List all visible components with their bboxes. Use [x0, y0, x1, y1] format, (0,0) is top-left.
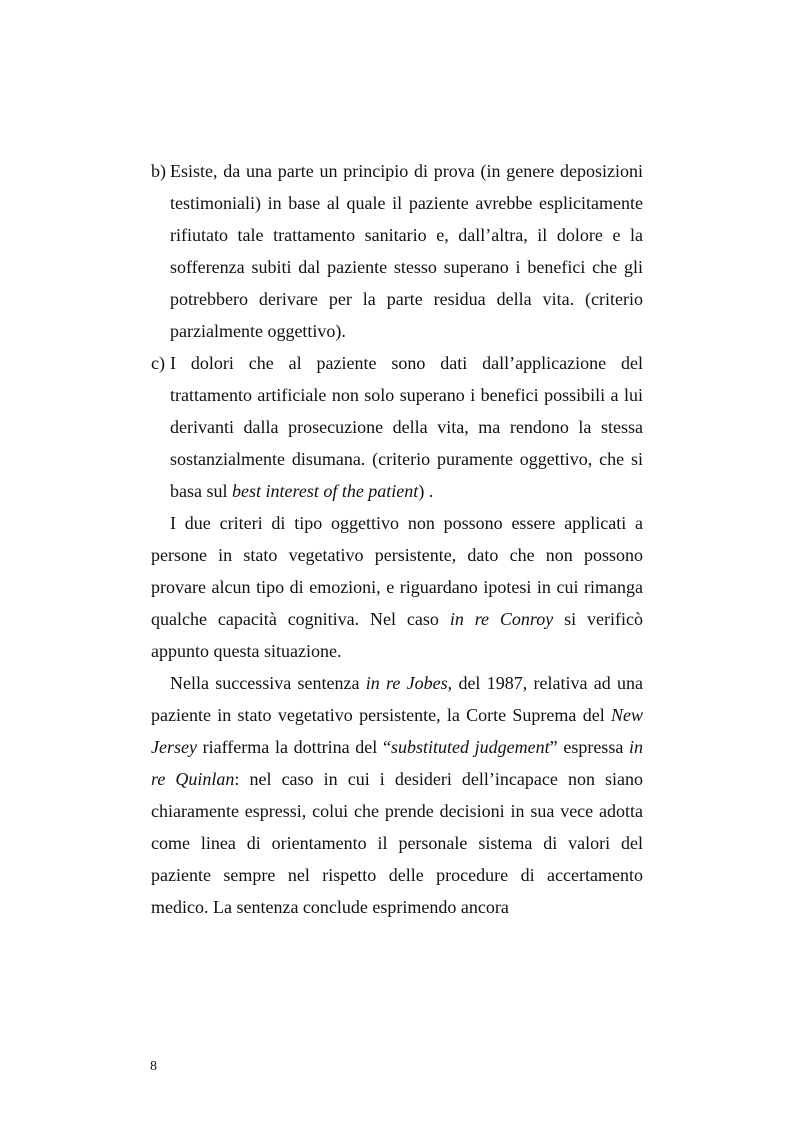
paragraph-objective-criteria: [151, 507, 643, 667]
list-item-c: [151, 347, 643, 507]
paragraph-2-part-2: , del 1987, relativa ad una paziente in stato vegetativo persistente, la Corte Suprema del: [151, 673, 644, 725]
paragraph-2-part-3: riafferma la dottrina del “: [196, 737, 391, 757]
italic-in-re-jobes: in re Jobes: [365, 673, 448, 693]
italic-substituted-judgement: substituted judgement: [390, 737, 550, 757]
list-text-c-part-1: I dolori che al paziente sono dati dall’applicazione del trattamento artificiale non solo superano i benefici possibili a lui derivanti dalla prosecuzione della vita, ma rendono la stessa sostanzialmente disumana. (criterio puramente oggettivo, che si basa sul: [170, 353, 643, 501]
paragraph-2-part-4: ” espressa: [549, 737, 629, 757]
paragraph-2-part-1: Nella successiva sentenza: [170, 673, 366, 693]
italic-in-re-conroy: in re Conroy: [449, 609, 554, 629]
list-label-c: c): [151, 353, 165, 373]
paragraph-in-re-jobes: [151, 667, 643, 923]
paragraph-1-part-2: si verificò appunto questa situazione.: [151, 609, 643, 661]
italic-in-re-quinlan: in re Quinlan: [151, 737, 644, 789]
italic-new-jersey: New Jersey: [151, 705, 643, 757]
body-text: [151, 155, 643, 923]
paragraph-2-part-5: : nel caso in cui i desideri dell’incapace non siano chiaramente espressi, colui che prende decisioni in sua vece adotta come linea di orientamento il personale sistema di valori del paziente sempre nel rispetto delle procedure di accertamento medico. La sentenza conclude esprimendo ancora: [151, 769, 644, 917]
list-label-b: b): [151, 161, 166, 181]
page-number: 8: [150, 1059, 157, 1074]
list-text-b: Esiste, da una parte un principio di prova (in genere deposizioni testimoniali) in base al quale il paziente avrebbe esplicitamente rifiutato tale trattamento sanitario e, dall’altra, il dolore e la sofferenza subiti dal paziente stesso superano i benefici che gli potrebbero derivare per la parte residua della vita. (criterio parzialmente oggettivo).: [170, 161, 643, 341]
list-item-b: [151, 155, 643, 347]
paragraph-1-part-1: I due criteri di tipo oggettivo non possono essere applicati a persone in stato vegetativo persistente, dato che non possono provare alcun tipo di emozioni, e riguardano ipotesi in cui rimanga qualche capacità cognitiva. Nel caso: [151, 513, 643, 629]
list-text-c-part-2: ) .: [418, 481, 434, 501]
italic-best-interest: best interest of the patient: [232, 481, 419, 501]
